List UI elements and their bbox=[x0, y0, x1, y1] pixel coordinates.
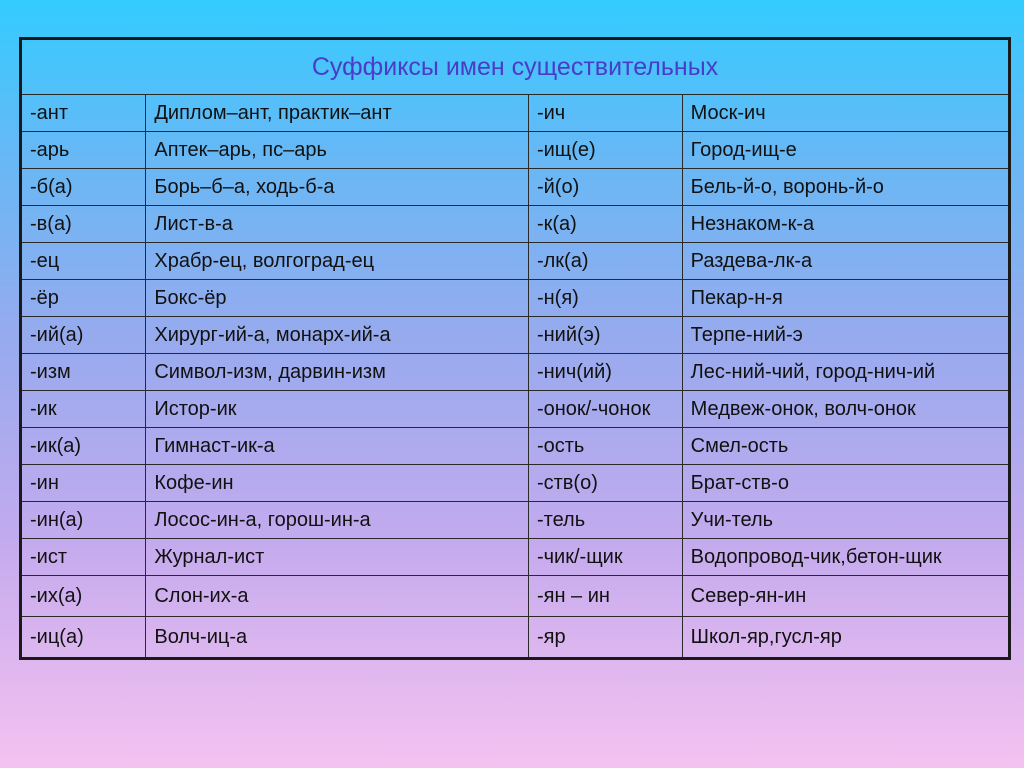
table-row bbox=[21, 317, 1010, 354]
example-cell: Школ-яр,гусл-яр bbox=[682, 617, 1009, 659]
table-row bbox=[21, 243, 1010, 280]
suffix-cell: -лк(а) bbox=[528, 243, 682, 280]
table-title: Суффиксы имен существительных bbox=[21, 39, 1010, 95]
example-cell: Гимнаст-ик-а bbox=[146, 428, 529, 465]
example-cell: Журнал-ист bbox=[146, 539, 529, 576]
example-cell: Бель-й-о, воронь-й-о bbox=[682, 169, 1009, 206]
table-row bbox=[21, 576, 1010, 617]
example-cell: Пекар-н-я bbox=[682, 280, 1009, 317]
suffix-cell: -ист bbox=[21, 539, 146, 576]
example-cell: Незнаком-к-а bbox=[682, 206, 1009, 243]
suffix-cell: -ищ(е) bbox=[528, 132, 682, 169]
suffix-cell: -иц(а) bbox=[21, 617, 146, 659]
suffix-cell: -ец bbox=[21, 243, 146, 280]
suffix-cell: -ёр bbox=[21, 280, 146, 317]
table-row bbox=[21, 169, 1010, 206]
table-row bbox=[21, 132, 1010, 169]
table-row bbox=[21, 539, 1010, 576]
example-cell: Медвеж-онок, волч-онок bbox=[682, 391, 1009, 428]
title-row bbox=[21, 39, 1010, 95]
example-cell: Раздева-лк-а bbox=[682, 243, 1009, 280]
example-cell: Кофе-ин bbox=[146, 465, 529, 502]
suffix-cell: -ость bbox=[528, 428, 682, 465]
table-row bbox=[21, 465, 1010, 502]
example-cell: Лес-ний-чий, город-нич-ий bbox=[682, 354, 1009, 391]
table-row bbox=[21, 617, 1010, 659]
example-cell: Аптек–арь, пс–арь bbox=[146, 132, 529, 169]
suffix-table bbox=[19, 37, 1011, 660]
suffix-cell: -ний(э) bbox=[528, 317, 682, 354]
suffix-cell: -их(а) bbox=[21, 576, 146, 617]
suffix-cell: -н(я) bbox=[528, 280, 682, 317]
table-row bbox=[21, 280, 1010, 317]
suffix-cell: -чик/-щик bbox=[528, 539, 682, 576]
example-cell: Учи-тель bbox=[682, 502, 1009, 539]
suffix-cell: -ант bbox=[21, 95, 146, 132]
example-cell: Бокс-ёр bbox=[146, 280, 529, 317]
suffix-cell: -онок/-чонок bbox=[528, 391, 682, 428]
example-cell: Брат-ств-о bbox=[682, 465, 1009, 502]
table-body bbox=[21, 39, 1010, 659]
table-row bbox=[21, 354, 1010, 391]
suffix-cell: -й(о) bbox=[528, 169, 682, 206]
example-cell: Храбр-ец, волгоград-ец bbox=[146, 243, 529, 280]
suffix-cell: -ин bbox=[21, 465, 146, 502]
suffix-cell: -изм bbox=[21, 354, 146, 391]
suffix-cell: -к(а) bbox=[528, 206, 682, 243]
example-cell: Лист-в-а bbox=[146, 206, 529, 243]
suffix-cell: -нич(ий) bbox=[528, 354, 682, 391]
suffix-cell: -яр bbox=[528, 617, 682, 659]
example-cell: Символ-изм, дарвин-изм bbox=[146, 354, 529, 391]
table-row bbox=[21, 391, 1010, 428]
suffix-cell: -ик bbox=[21, 391, 146, 428]
example-cell: Борь–б–а, ходь-б-а bbox=[146, 169, 529, 206]
example-cell: Водопровод-чик,бетон-щик bbox=[682, 539, 1009, 576]
suffix-cell: -ян – ин bbox=[528, 576, 682, 617]
example-cell: Диплом–ант, практик–ант bbox=[146, 95, 529, 132]
table-row bbox=[21, 95, 1010, 132]
suffix-cell: -ий(а) bbox=[21, 317, 146, 354]
example-cell: Смел-ость bbox=[682, 428, 1009, 465]
suffix-cell: -тель bbox=[528, 502, 682, 539]
table-row bbox=[21, 206, 1010, 243]
suffix-cell: -в(а) bbox=[21, 206, 146, 243]
example-cell: Хирург-ий-а, монарх-ий-а bbox=[146, 317, 529, 354]
suffix-cell: -б(а) bbox=[21, 169, 146, 206]
example-cell: Истор-ик bbox=[146, 391, 529, 428]
table-row bbox=[21, 428, 1010, 465]
example-cell: Терпе-ний-э bbox=[682, 317, 1009, 354]
table-row bbox=[21, 502, 1010, 539]
example-cell: Моск-ич bbox=[682, 95, 1009, 132]
suffix-cell: -ик(а) bbox=[21, 428, 146, 465]
example-cell: Слон-их-а bbox=[146, 576, 529, 617]
suffix-cell: -арь bbox=[21, 132, 146, 169]
example-cell: Волч-иц-а bbox=[146, 617, 529, 659]
example-cell: Город-ищ-е bbox=[682, 132, 1009, 169]
suffix-cell: -ич bbox=[528, 95, 682, 132]
suffix-cell: -ин(а) bbox=[21, 502, 146, 539]
example-cell: Лосос-ин-а, горош-ин-а bbox=[146, 502, 529, 539]
example-cell: Север-ян-ин bbox=[682, 576, 1009, 617]
suffix-cell: -ств(о) bbox=[528, 465, 682, 502]
